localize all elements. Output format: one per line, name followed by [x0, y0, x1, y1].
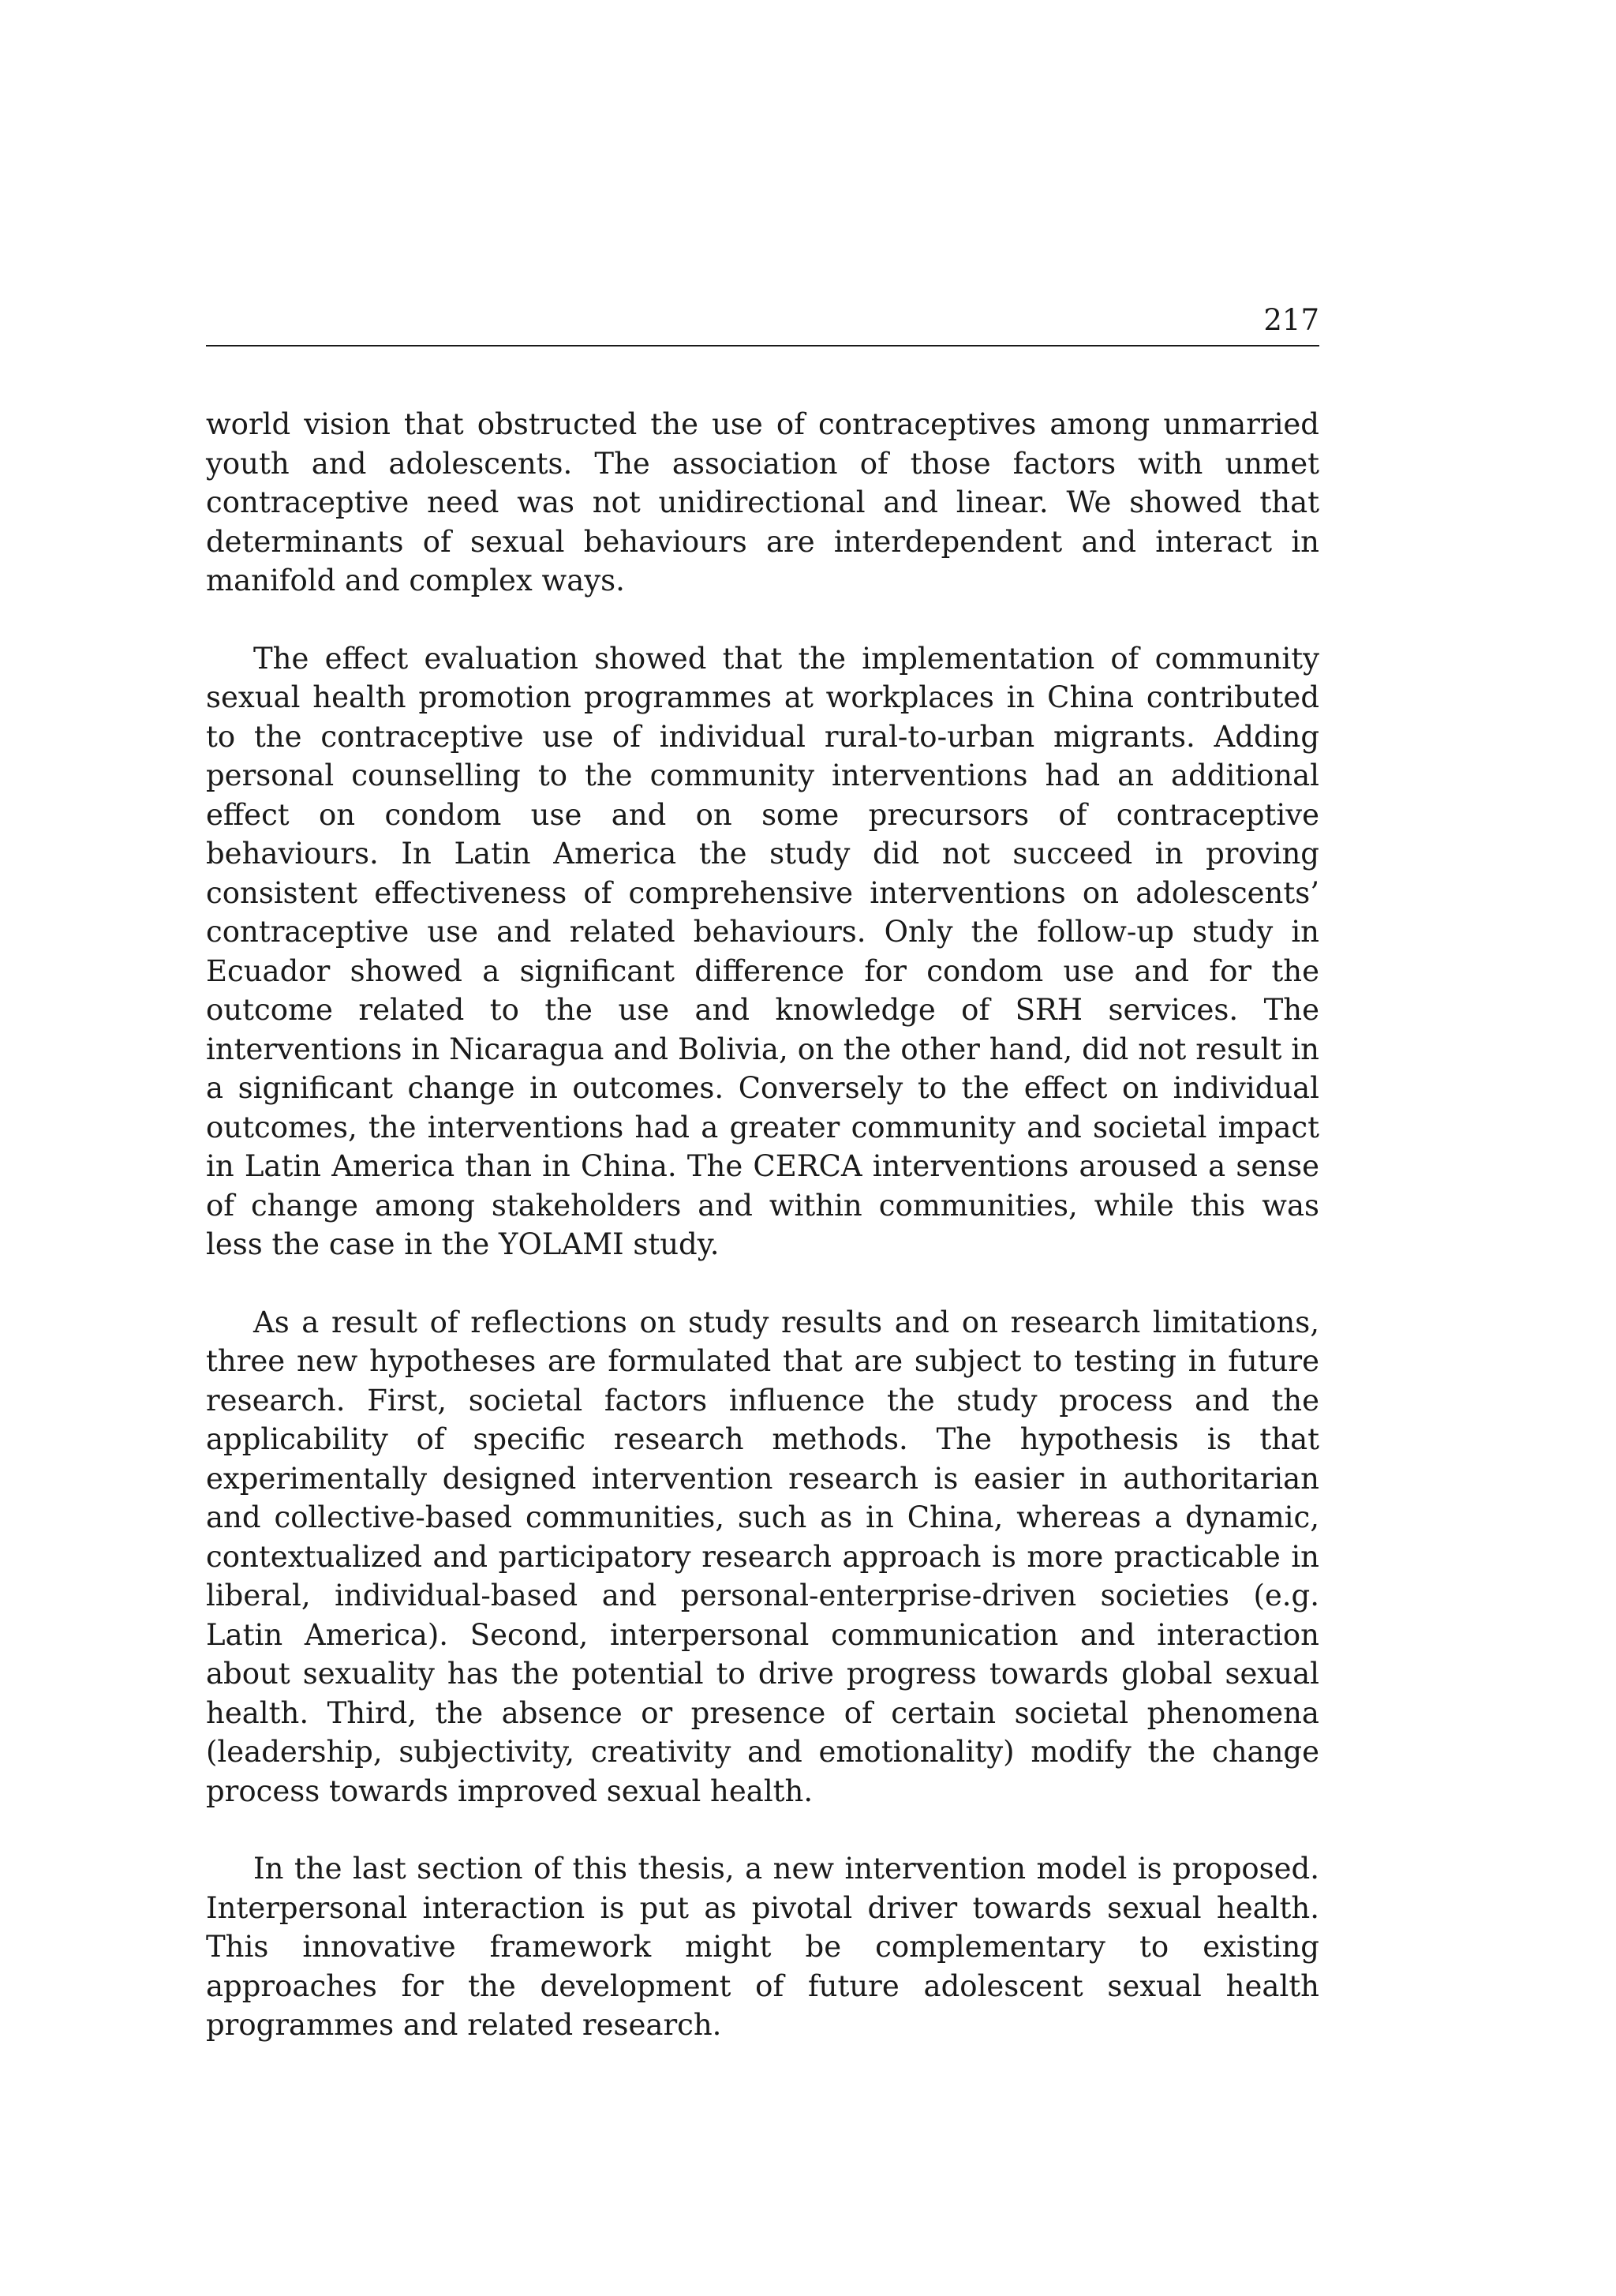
paragraph-continuation: world vision that obstructed the use of contraceptives among unmarried youth and adolescents. The association of those factors with unmet contraceptive need was not unidirectional and linear. We showed that determinants of sexual behaviours are interdependent and interact in manifold and complex ways. [206, 407, 1319, 597]
paragraph-new-hypotheses: As a result of reflections on study results and on research limitations, three new hypotheses are formulated that are subject to testing in future research. First, societal factors influence the study process and the applicability of specific research methods. The hypothesis is that experimentally designed intervention research is easier in authoritarian and collective-based communities, such as in China, whereas a dynamic, contextualized and participatory research approach is more practicable in liberal, individual-based and personal-enterprise-driven societies (e.g. Latin America). Second, interpersonal communication and interaction about sexuality has the potential to drive progress towards global sexual health. Third, the absence or presence of certain societal phenomena (leadership, subjectivity, creativity and emotionality) modify the change process towards improved sexual health. [206, 1305, 1319, 1808]
body-text [206, 405, 1319, 2084]
page-number: 217 [1263, 303, 1319, 337]
header-rule [206, 345, 1319, 346]
paragraph-effect-evaluation: The effect evaluation showed that the implementation of community sexual health promotion programmes at workplaces in China contributed to the contraceptive use of individual rural-to-urban migrants. Adding personal counselling to the community interventions had an additional effect on condom use and on some precursors of contraceptive behaviours. In Latin America the study did not succeed in proving consistent effectiveness of comprehensive interventions on adolescents’ contraceptive use and related behaviours. Only the follow-up study in Ecuador showed a significant difference for condom use and for the outcome related to the use and knowledge of SRH services. The interventions in Nicaragua and Bolivia, on the other hand, did not result in a significant change in outcomes. Conversely to the effect on individual outcomes, the interventions had a greater community and societal impact in Latin America than in China. The CERCA interventions aroused a sense of change among stakeholders and within communities, while this was less the case in the YOLAMI study. [206, 641, 1319, 1261]
paragraph-intervention-model: In the last section of this thesis, a new intervention model is proposed. Interpersonal interaction is put as pivotal driver towards sexual health. This innovative framework might be complementary to existing approaches for the development of future adolescent sexual health programmes and related research. [206, 1852, 1319, 2042]
